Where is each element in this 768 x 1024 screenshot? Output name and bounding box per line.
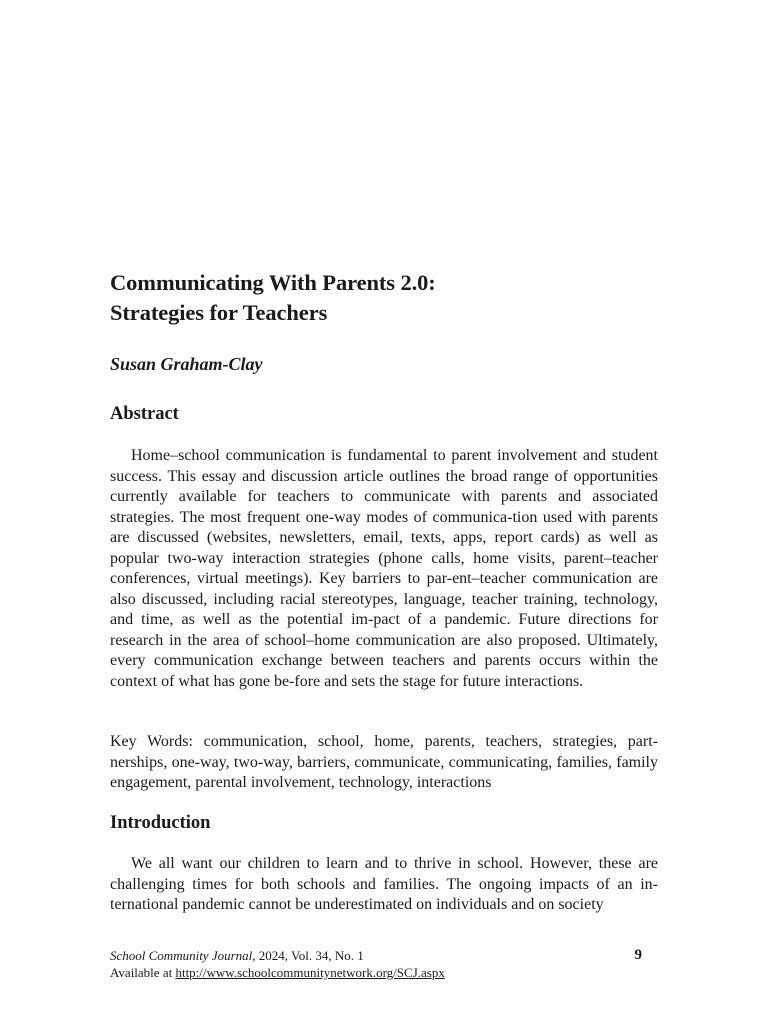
journal-url-link[interactable]: http://www.schoolcommunitynetwork.org/SCJ.aspx — [175, 965, 445, 980]
keywords-section — [110, 732, 658, 794]
journal-name: School Community Journal — [110, 948, 253, 963]
article-title-line2: Strategies for Teachers — [110, 300, 328, 325]
abstract-heading: Abstract — [110, 404, 179, 424]
article-title-line1: Communicating With Parents 2.0: — [110, 270, 436, 295]
introduction-paragraph: We all want our children to learn and to thrive in school. However, these are challenging times for both schools and families. The ongoing impacts of an in-ternational pandemic cannot be underestimated on individuals and on society — [110, 855, 658, 913]
page-number: 9 — [634, 947, 642, 963]
page-footer — [110, 947, 642, 981]
footer-citation — [110, 947, 642, 964]
journal-citation: , 2024, Vol. 34, No. 1 — [252, 948, 364, 963]
article-author: Susan Graham-Clay — [110, 354, 263, 374]
article — [110, 268, 658, 913]
abstract-paragraph: Home–school communication is fundamental to parent involvement and student success. This essay and discussion article outlines the broad range of opportunities currently available for teachers to communicate with parents and associated strategies. The most frequent one-way modes of communica-tion used with parents are discussed (websites, newsletters, email, texts, apps, report cards) as well as popular two-way interaction strategies (phone calls, home visits, parent–teacher conferences, virtual meetings). Key barriers to par-ent–teacher communication are also discussed, including racial stereotypes, language, teacher training, technology, and time, as well as the potential im-pact of a pandemic. Future directions for research in the area of school–home communication are also proposed. Ultimately, every communication exchange between teachers and parents occurs within the context of what has gone be-fore and sets the stage for future interactions. — [110, 447, 658, 690]
keywords-paragraph: Key Words: communication, school, home, parents, teachers, strategies, part-nerships, one-way, two-way, barriers, communicate, communicating, families, family engagement, parental involvement, technology, interactions — [110, 733, 658, 791]
available-prefix: Available at — [110, 965, 176, 980]
introduction-heading: Introduction — [110, 813, 211, 833]
introduction-section — [110, 854, 658, 916]
footer-availability — [110, 964, 642, 981]
article-title — [110, 268, 658, 328]
abstract-section — [110, 446, 658, 692]
